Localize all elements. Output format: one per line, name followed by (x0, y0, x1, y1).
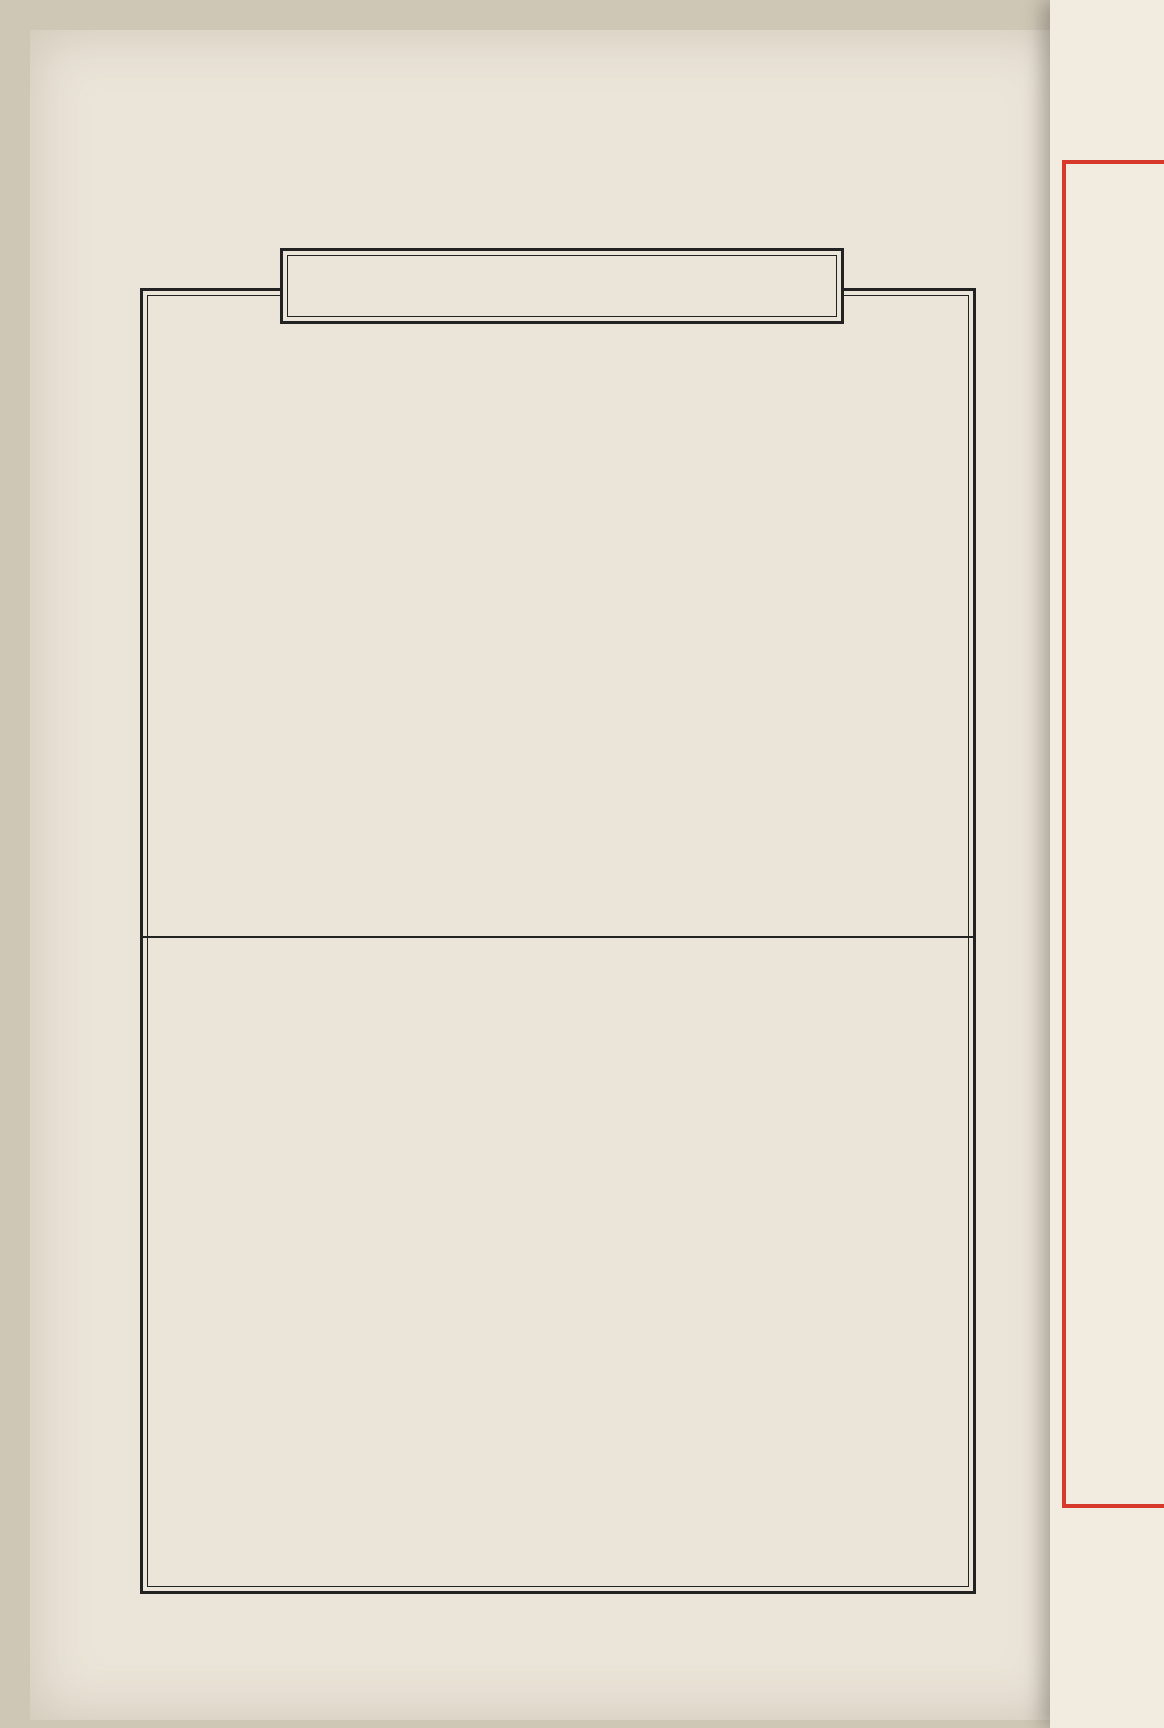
bleed-through-text (190, 170, 970, 230)
toc-bottom-section (170, 960, 945, 1570)
advert-frame (1062, 160, 1164, 1508)
section-divider (140, 936, 976, 938)
toc-top-section (170, 340, 945, 920)
toc-title-box (280, 248, 844, 324)
